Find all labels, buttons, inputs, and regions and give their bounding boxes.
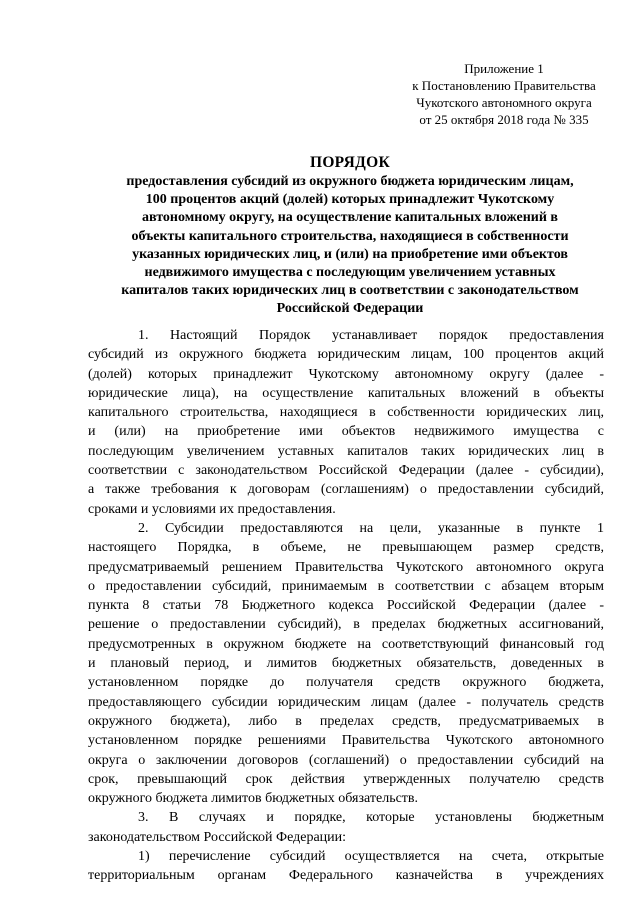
document-title: ПОРЯДОК bbox=[309, 154, 391, 171]
subtitle-line: недвижимого имущества с последующим увеличением уставных bbox=[144, 265, 556, 281]
subtitle-line: объекты капитального строительства, находящиеся в собственности bbox=[131, 228, 569, 244]
appendix-line-2: к Постановлению Правительства bbox=[412, 78, 596, 93]
paragraph-2-line: 2. Субсидии предоставляются на цели, указанные в пункте 1 bbox=[138, 520, 604, 536]
paragraph-3-line: законодательством Российской Федерации: bbox=[88, 829, 347, 845]
paragraph-3-1-line: 1) перечисление субсидий осуществляется на счета, открытые bbox=[138, 849, 604, 865]
paragraph-1-line: и (или) на приобретение ими объектов недвижимого имущества с bbox=[88, 424, 604, 440]
paragraph-1-line: 1. Настоящий Порядок устанавливает порядок предоставления bbox=[138, 328, 604, 343]
paragraph-2-line: предоставляющего субсидии юридическим лицам (далее - получатель средств bbox=[88, 694, 604, 710]
paragraph-2-line: предусматриваемый решением Правительства Чукотского автономного округа bbox=[88, 559, 604, 575]
appendix-line-1: Приложение 1 bbox=[464, 61, 544, 76]
subtitle-line: предоставления субсидий из окружного бюджета юридическим лицам, bbox=[126, 174, 574, 189]
paragraph-1-line: сроками и условиями их предоставления. bbox=[88, 501, 336, 517]
subtitle-line: Российской Федерации bbox=[276, 301, 424, 317]
subtitle-line: автономному округу, на осуществление капитальных вложений в bbox=[142, 210, 558, 226]
paragraph-1-line: а также требования к договорам (соглашениям) о предоставлении субсидий, bbox=[88, 482, 604, 498]
appendix-line-3: Чукотского автономного округа bbox=[416, 95, 592, 110]
paragraph-1-line: последующим увеличением уставных капиталов таких юридических лиц в bbox=[88, 443, 604, 459]
paragraph-2-line: округа о заключении договоров (соглашений) о предоставлении субсидий на bbox=[88, 752, 604, 768]
paragraph-1-line: (долей) которых принадлежит Чукотскому автономному округу (далее - bbox=[88, 366, 604, 382]
paragraph-3-1-line: территориальным органам Федерального казначейства в учреждениях bbox=[88, 868, 604, 884]
paragraph-2-line: установленном порядке до получателя средств окружного бюджета, bbox=[88, 675, 604, 691]
appendix-header bbox=[384, 60, 624, 128]
document-body bbox=[88, 326, 604, 886]
paragraph-2-line: и плановый период, и лимитов бюджетных обязательств, доведенных в bbox=[88, 656, 604, 672]
paragraph-2-line: установленном порядке решениями Правительства Чукотского автономного bbox=[88, 733, 604, 749]
subtitle-line: 100 процентов акций (долей) которых принадлежит Чукотскому bbox=[145, 192, 555, 208]
paragraph-1-line: субсидий из окружного бюджета юридическим лицам, 100 процентов акций bbox=[88, 347, 604, 363]
paragraph-2-line: настоящего Порядка, в объеме, не превышающем размер средств, bbox=[88, 540, 604, 556]
paragraph-2-line: предусмотренных в окружном бюджете на соответствующий финансовый год bbox=[88, 636, 604, 652]
paragraph-1-line: юридические лица), на осуществление капитальных вложений в объекты bbox=[88, 385, 604, 401]
subtitle-line: указанных юридических лиц, и (или) на приобретение ими объектов bbox=[132, 246, 568, 262]
paragraph-2-line: решение о предоставлении субсидий), в пределах бюджетных ассигнований, bbox=[88, 617, 604, 633]
paragraph-2-line: срок, превышающий срок действия утвержденных получателю средств bbox=[88, 771, 604, 787]
paragraph-1-line: соответствии с законодательством Российской Федерации (далее - субсидии), bbox=[88, 463, 604, 479]
paragraph-2-line: окружного бюджета), либо в пределах средств, предусматриваемых в bbox=[88, 713, 604, 729]
paragraph-3-line: 3. В случаях и порядке, которые установлены бюджетным bbox=[138, 810, 604, 826]
paragraph-1-line: капитального строительства, находящиеся в собственности юридических лиц, bbox=[88, 405, 604, 421]
paragraph-2-line: пункта 8 статьи 78 Бюджетного кодекса Российской Федерации (далее - bbox=[88, 598, 604, 614]
paragraph-2-line: окружного бюджета лимитов бюджетных обязательств. bbox=[88, 791, 419, 807]
document-subtitle bbox=[84, 173, 616, 319]
appendix-line-4: от 25 октября 2018 года № 335 bbox=[419, 112, 589, 127]
subtitle-line: капиталов таких юридических лиц в соответствии с законодательством bbox=[121, 283, 579, 299]
paragraph-2-line: о предоставлении субсидий, принимаемым в соответствии с абзацем вторым bbox=[88, 578, 604, 594]
